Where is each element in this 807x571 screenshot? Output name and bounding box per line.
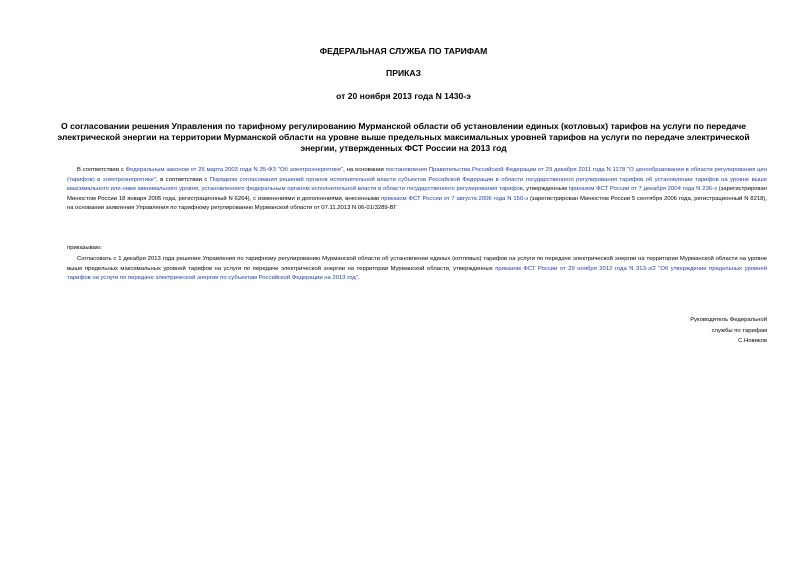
order-paragraph: Согласовать с 1 декабря 2013 года решение Управления по тарифному регулированию Мурманской области об установлении единых (котловых) тарифов на услуги по передаче электрической энергии на территории Мурманской области на уровне выше предельных максимальных уровней тарифов на услуги по передаче электрической энергии на территории Мурманской области, утвержденных приказом ФСТ России от 29 ноября 2012 года N 313-э/2 "Об утверждении предельных уровней тарифов на услуги по передаче электрической энергии по субъектам Российской Федерации на 2013 год".: [67, 256, 767, 282]
link-order-150[interactable]: приказом ФСТ России от 7 августа 2006 года N 150-э: [381, 195, 529, 202]
agency-heading: ФЕДЕРАЛЬНАЯ СЛУЖБА ПО ТАРИФАМ: [319, 46, 488, 56]
preamble-paragraph: В соответствии с Федеральным законом от 26 марта 2003 года N 35-ФЗ "Об электроэнергетике", на основании постановления Правительства Российской Федерации от 29 декабря 2011 года N 1178 "О ценообразовании в области регулирования цен (тарифов) в электроэнергетике", в соответствии с Порядком согласования решений органов исполнительной власти субъектов Российской Федерации в области государственного регулирования тарифов об установлении тарифов на уровне выше максимального или ниже минимального уровня, установленного федеральным органом исполнительной власти в области государственного регулирования тарифов, утвержденным приказом ФСТ России от 7 декабря 2004 года N 236-э (зарегистрирован Минюстом России 18 января 2005 года, регистрационный N 6264), с изменениями и дополнениями, внесенными приказом ФСТ России от 7 августа 2006 года N 150-э (зарегистрирован Минюстом России 5 сентября 2006 года, регистрационный N 8218), на основании заявления Управления по тарифному регулированию Мурманской области от 07.11.2013 N 06-01/3289-ВГ: [67, 167, 767, 212]
document-title: О согласовании решения Управления по тарифному регулированию Мурманской области об установлении единых (котловых) тарифов на услуги по передаче электрической энергии на территории Мурманской области на уровне выше предельных максимальных уровней тарифов на услуги по передаче электрической энергии, утвержденных ФСТ России на 2013 год: [57, 121, 750, 153]
link-order-236[interactable]: приказом ФСТ России от 7 декабря 2004 года N 236-э: [568, 186, 717, 193]
link-approval-procedure[interactable]: Порядком согласования решений органов исполнительной власти субъектов Российской Федерации в области государственного регулирования тарифов об установлении тарифов на уровне выше максимального или ниже минимального уровня, установленного федеральным органом исполнительной власти в области государственного регулирования тарифов: [67, 176, 767, 193]
date-number-heading: от 20 ноября 2013 года N 1430-э: [336, 91, 471, 101]
link-federal-law[interactable]: Федеральным законом от 26 марта 2003 года N 35-ФЗ "Об электроэнергетике": [125, 167, 344, 173]
doc-type-heading: ПРИКАЗ: [386, 68, 421, 78]
signature-line-3: С.Новиков: [738, 338, 767, 344]
order-word: приказываю:: [67, 245, 103, 251]
signature-line-2: службы по тарифам: [711, 327, 767, 334]
signature-line-1: Руководитель Федеральной: [690, 317, 767, 323]
link-government-resolution[interactable]: постановления Правительства Российской Федерации от 29 декабря 2011 года N 1178 "О ценообразовании в области регулирования цен (тарифов) в электроэнергетике": [67, 167, 767, 183]
link-order-313[interactable]: приказом ФСТ России от 29 ноября 2012 года N 313-э/2 "Об утверждении предельных уровней тарифов на услуги по передаче электрической энергии по субъектам Российской Федерации на 2013 год": [67, 265, 767, 282]
signature-block: [690, 315, 767, 347]
